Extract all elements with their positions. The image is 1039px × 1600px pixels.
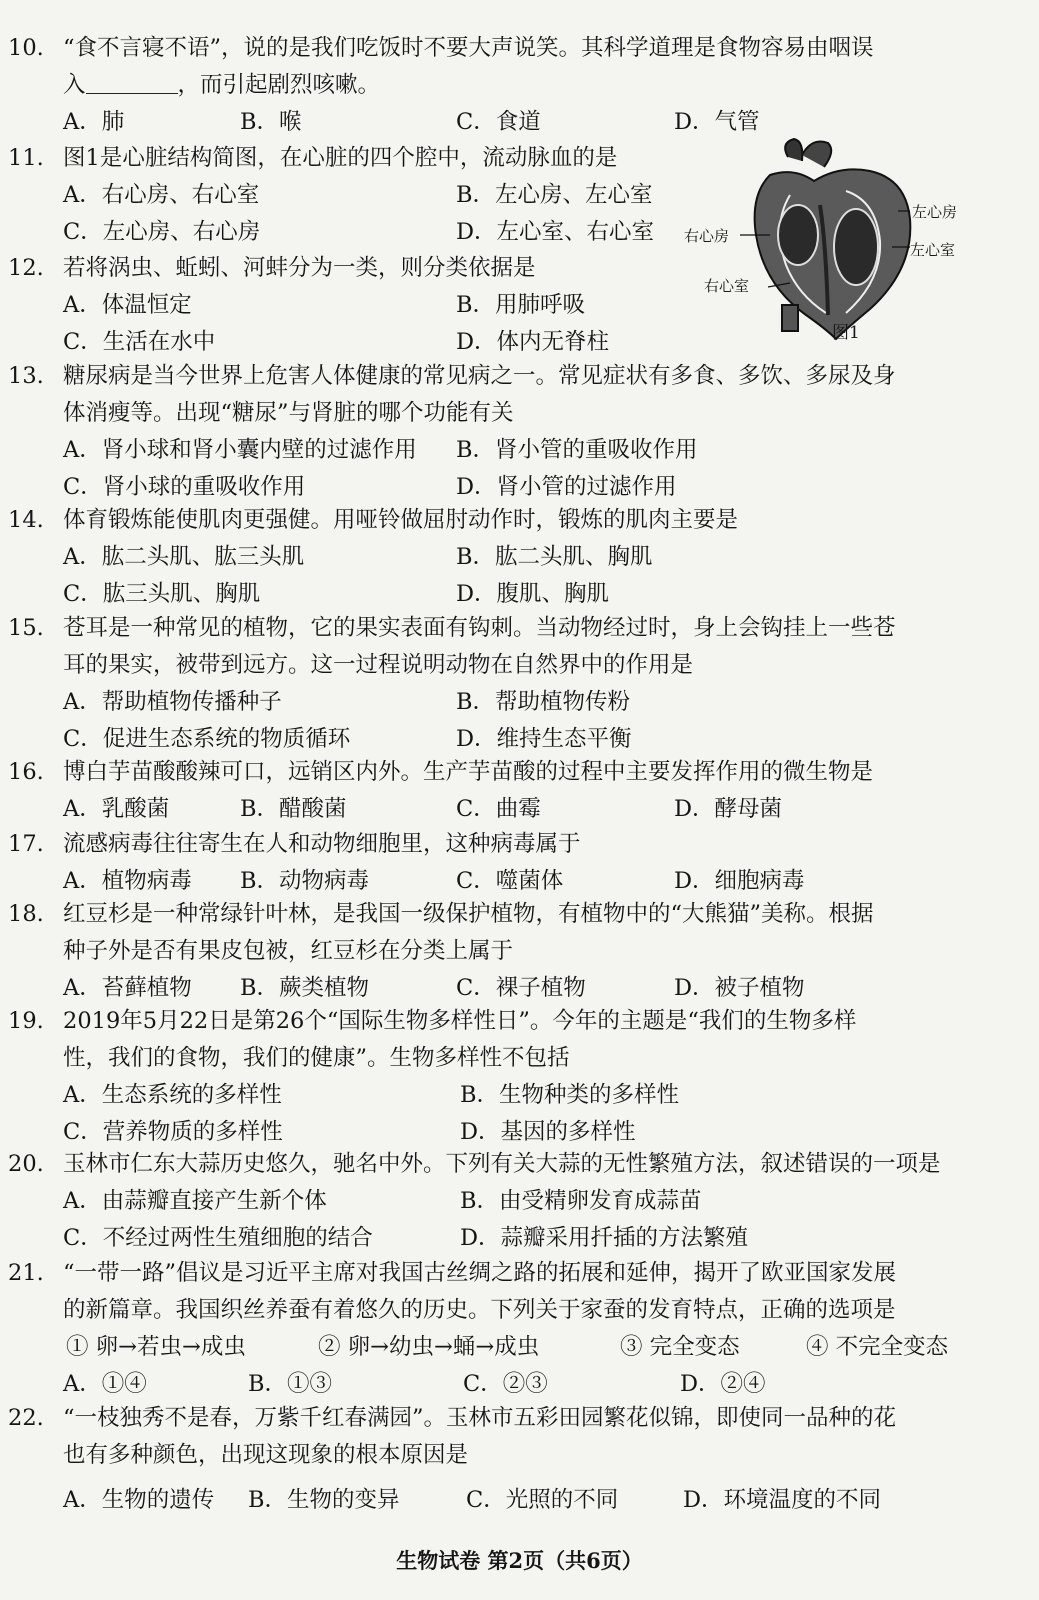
label-left-ventricle: 左心室 [910,241,956,259]
page-footer: 生物试卷 第2页（共6页） [396,1548,643,1573]
heart-figure [670,135,1000,345]
option-d: D．细胞病毒 [674,868,805,894]
question-number: 16. [8,759,44,785]
question-stem: 博白芋苗酸酸辣可口，远销区内外。生产芋苗酸的过程中主要发挥作用的微生物是 [63,759,874,785]
question-15 [8,610,1018,758]
option-b: B．左心房、左心室 [456,182,653,208]
option-d: D．维持生态平衡 [456,726,632,752]
option-a: A．由蒜瓣直接产生新个体 [63,1188,327,1214]
question-number: 21. [8,1260,44,1286]
option-c: C．肾小球的重吸收作用 [63,474,306,500]
option-c: C．光照的不同 [466,1487,619,1513]
option-c: C．曲霉 [456,796,541,822]
question-stem: 体育锻炼能使肌肉更强健。用哑铃做屈肘动作时，锻炼的肌肉主要是 [63,507,739,533]
option-b: B．肾小管的重吸收作用 [456,437,698,463]
choice-item-4: ④ 不完全变态 [806,1334,949,1360]
option-d: D．蒜瓣采用扦插的方法繁殖 [460,1225,749,1251]
question-number: 18. [8,901,44,927]
option-a: A．苔藓植物 [63,975,192,1001]
question-number: 14. [8,507,44,533]
option-c: C．促进生态系统的物质循环 [63,726,351,752]
option-b: B．醋酸菌 [240,796,347,822]
option-d: D．②④ [680,1371,766,1397]
answer-blank [86,69,178,94]
question-stem-cont: 耳的果实，被带到远方。这一过程说明动物在自然界中的作用是 [63,652,694,678]
question-stem-part: ，而引起剧烈咳嗽。 [177,72,381,98]
option-a: A．帮助植物传播种子 [63,689,282,715]
option-c: C．裸子植物 [456,975,586,1001]
option-a: A．右心房、右心室 [63,182,260,208]
question-20 [8,1146,1018,1257]
question-17 [8,826,1018,900]
question-stem: 2019年5月22日是第26个“国际生物多样性日”。今年的主题是“我们的生物多样 [63,1008,857,1034]
option-c: C．噬菌体 [456,868,564,894]
question-14 [8,502,1018,613]
question-stem-cont: 也有多种颜色，出现这现象的根本原因是 [63,1442,469,1468]
option-a: A．植物病毒 [63,868,192,894]
question-number: 12. [8,255,44,281]
option-a: A．生物的遗传 [63,1487,215,1513]
choice-item-3: ③ 完全变态 [620,1334,740,1360]
question-number: 15. [8,615,44,641]
question-stem-cont: 的新篇章。我国织丝养蚕有着悠久的历史。下列关于家蚕的发育特点，正确的选项是 [63,1297,896,1323]
question-16 [8,754,1018,828]
option-d: D．气管 [674,109,760,135]
option-d: D．腹肌、胸肌 [456,581,610,607]
option-b: B．生物的变异 [248,1487,400,1513]
option-b: B．①③ [248,1371,333,1397]
option-c: C．营养物质的多样性 [63,1119,283,1145]
question-stem-cont: 种子外是否有果皮包被，红豆杉在分类上属于 [63,938,514,964]
question-10 [8,30,1018,141]
question-number: 11. [8,145,44,171]
option-b: B．喉 [240,109,302,135]
question-stem: 玉林市仁东大蒜历史悠久，驰名中外。下列有关大蒜的无性繁殖方法，叙述错误的一项是 [63,1151,941,1177]
option-c: C．②③ [463,1371,548,1397]
figure-caption: 图1 [832,323,860,343]
question-number: 22. [8,1405,44,1431]
choice-item-2: ② 卵→幼虫→蛹→成虫 [318,1334,540,1360]
option-d: D．被子植物 [674,975,805,1001]
option-a: A．乳酸菌 [63,796,170,822]
question-stem: “一带一路”倡议是习近平主席对我国古丝绸之路的拓展和延伸，揭开了欧亚国家发展 [63,1260,897,1286]
option-a: A．①④ [63,1371,147,1397]
option-d: D．酵母菌 [674,796,783,822]
question-number: 19. [8,1008,44,1034]
question-number: 20. [8,1151,44,1177]
question-stem: “食不言寝不语”，说的是我们吃饭时不要大声说笑。其科学道理是食物容易由咽误 [63,35,874,61]
option-b: B．由受精卵发育成蒜苗 [460,1188,702,1214]
question-number: 13. [8,363,44,389]
question-stem-part: 入 [63,72,86,98]
option-d: D．基因的多样性 [460,1119,636,1145]
option-d: D．肾小管的过滤作用 [456,474,677,500]
question-18 [8,896,1018,1007]
question-stem: 红豆杉是一种常绿针叶林，是我国一级保护植物，有植物中的“大熊猫”美称。根据 [63,901,874,927]
option-d: D．体内无脊柱 [456,329,610,355]
option-b: B．用肺呼吸 [456,292,586,318]
option-b: B．肱二头肌、胸肌 [456,544,653,570]
question-13 [8,358,1018,506]
question-stem: “一枝独秀不是春，万紫千红春满园”。玉林市五彩田园繁花似锦，即使同一品种的花 [63,1405,897,1431]
option-a: A．肱二头肌、肱三头肌 [63,544,305,570]
option-a: A．生态系统的多样性 [63,1082,282,1108]
question-19 [8,1003,1018,1151]
option-c: C．食道 [456,109,541,135]
question-stem-cont: 体消瘦等。出现“糖尿”与肾脏的哪个功能有关 [63,400,514,426]
label-left-atrium: 左心房 [912,203,958,221]
question-stem: 流感病毒往往寄生在人和动物细胞里，这种病毒属于 [63,831,581,857]
question-22 [8,1400,1018,1519]
option-a: A．体温恒定 [63,292,192,318]
question-stem: 图1是心脏结构简图，在心脏的四个腔中，流动脉血的是 [63,145,618,171]
question-stem-cont: 性，我们的食物，我们的健康”。生物多样性不包括 [63,1045,570,1071]
option-a: A．肾小球和肾小囊内壁的过滤作用 [63,437,417,463]
question-stem: 糖尿病是当今世界上危害人体健康的常见病之一。常见症状有多食、多饮、多尿及身 [63,363,896,389]
option-d: D．环境温度的不同 [683,1487,882,1513]
option-b: B．帮助植物传粉 [456,689,631,715]
option-d: D．左心室、右心室 [456,219,655,245]
option-c: C．肱三头肌、胸肌 [63,581,261,607]
label-right-atrium: 右心房 [684,227,730,245]
option-c: C．不经过两性生殖细胞的结合 [63,1225,373,1251]
option-b: B．动物病毒 [240,868,370,894]
question-21 [8,1255,1018,1403]
question-number: 10. [8,35,44,61]
option-a: A．肺 [63,109,125,135]
option-c: C．生活在水中 [63,329,216,355]
label-right-ventricle: 右心室 [704,277,750,295]
option-b: B．生物种类的多样性 [460,1082,680,1108]
question-stem: 若将涡虫、蚯蚓、河蚌分为一类，则分类依据是 [63,255,536,281]
option-b: B．蕨类植物 [240,975,370,1001]
option-c: C．左心房、右心房 [63,219,261,245]
question-stem: 苍耳是一种常见的植物，它的果实表面有钩刺。当动物经过时，身上会钩挂上一些苍 [63,615,896,641]
choice-item-1: ① 卵→若虫→成虫 [66,1334,246,1360]
question-number: 17. [8,831,44,857]
